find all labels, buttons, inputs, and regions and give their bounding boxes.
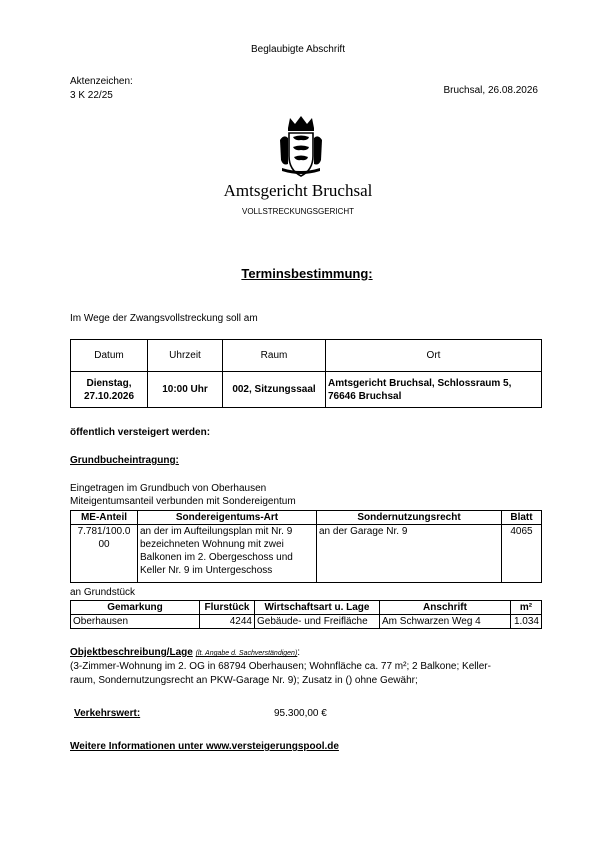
- land-register-heading: Grundbucheintragung:: [70, 455, 179, 466]
- header-ownership-type: Sondereigentums-Art: [138, 511, 317, 525]
- certified-copy-label: Beglaubigte Abschrift: [251, 44, 345, 55]
- court-division: VOLLSTRECKUNGSGERICHT: [241, 207, 355, 216]
- market-value-amount: 95.300,00 €: [274, 708, 327, 719]
- object-heading-note: (lt. Angabe d. Sachverständigen): [195, 650, 298, 657]
- header-area: m²: [511, 601, 542, 615]
- ownership-line: Keller Nr. 9 im Untergeschoss: [140, 565, 273, 576]
- ownership-line: an der im Aufteilungsplan mit Nr. 9: [140, 526, 293, 537]
- object-heading-colon: :: [297, 647, 301, 658]
- header-share: ME-Anteil: [71, 511, 138, 525]
- ownership-line: bezeichneten Wohnung mit zwei: [140, 539, 284, 550]
- header-usage-right: Sondernutzungsrecht: [317, 511, 502, 525]
- header-date: Datum: [71, 340, 148, 372]
- area-value: 1.034: [511, 615, 542, 629]
- ownership-line: Balkonen im 2. Obergeschoss und: [140, 552, 293, 563]
- ownership-type-value: [138, 525, 317, 583]
- auction-text: öffentlich versteigert werden:: [70, 427, 211, 438]
- appointment-table: [70, 339, 542, 408]
- more-info-link[interactable]: Weitere Informationen unter www.versteigerungspool.de: [70, 741, 339, 752]
- intro-text: Im Wege der Zwangsvollstreckung soll am: [70, 313, 258, 324]
- header-parcel: Flurstück: [200, 601, 255, 615]
- appointment-date: [71, 372, 148, 408]
- coat-of-arms-emblem: [278, 114, 324, 178]
- usage-type-value: Gebäude- und Freifläche: [255, 615, 380, 629]
- appointment-time: 10:00 Uhr: [148, 372, 223, 408]
- object-description-line2: raum, Sondernutzungsrecht an PKW-Garage Nr. 9); Zusatz in () ohne Gewähr;: [70, 675, 418, 686]
- court-name: Amtsgericht Bruchsal: [223, 181, 373, 200]
- file-reference-value: 3 K 22/25: [70, 90, 113, 101]
- land-register-line1: Eingetragen im Grundbuch von Oberhausen: [70, 483, 267, 494]
- plot-table: [70, 600, 542, 629]
- object-heading-row: [70, 647, 300, 658]
- ownership-table: [70, 510, 542, 583]
- plot-label: an Grundstück: [70, 587, 136, 598]
- file-reference-label: Aktenzeichen:: [70, 76, 133, 87]
- page-title: Terminsbestimmung:: [241, 266, 373, 281]
- appointment-place: [326, 372, 542, 408]
- usage-right-value: an der Garage Nr. 9: [317, 525, 502, 583]
- parcel-value: 4244: [200, 615, 255, 629]
- district-value: Oberhausen: [71, 615, 200, 629]
- share-line2: 00: [98, 539, 110, 550]
- header-usage-type: Wirtschaftsart u. Lage: [255, 601, 380, 615]
- header-place: Ort: [326, 340, 542, 372]
- header-time: Uhrzeit: [148, 340, 223, 372]
- header-room: Raum: [223, 340, 326, 372]
- share-line1: 7.781/100.0: [77, 526, 131, 537]
- header-sheet: Blatt: [502, 511, 542, 525]
- header-address: Anschrift: [380, 601, 511, 615]
- share-value: [71, 525, 138, 583]
- market-value-label: Verkehrswert:: [74, 708, 141, 719]
- object-description-line1: (3-Zimmer-Wohnung im 2. OG in 68794 Oberhausen; Wohnfläche ca. 77 m²; 2 Balkone; Keller-: [70, 661, 491, 672]
- object-heading: Objektbeschreibung/Lage: [70, 647, 193, 658]
- header-district: Gemarkung: [71, 601, 200, 615]
- address-value: Am Schwarzen Weg 4: [380, 615, 511, 629]
- appointment-place-line2: 76646 Bruchsal: [328, 390, 402, 402]
- appointment-weekday: Dienstag,: [86, 377, 132, 389]
- appointment-date-value: 27.10.2026: [83, 390, 135, 402]
- sheet-value: 4065: [502, 525, 542, 583]
- appointment-place-line1: Amtsgericht Bruchsal, Schlossraum 5,: [328, 377, 512, 389]
- appointment-room: 002, Sitzungssaal: [223, 372, 326, 408]
- place-and-date: Bruchsal, 26.08.2026: [443, 85, 538, 96]
- land-register-line2: Miteigentumsanteil verbunden mit Sondereigentum: [70, 496, 296, 507]
